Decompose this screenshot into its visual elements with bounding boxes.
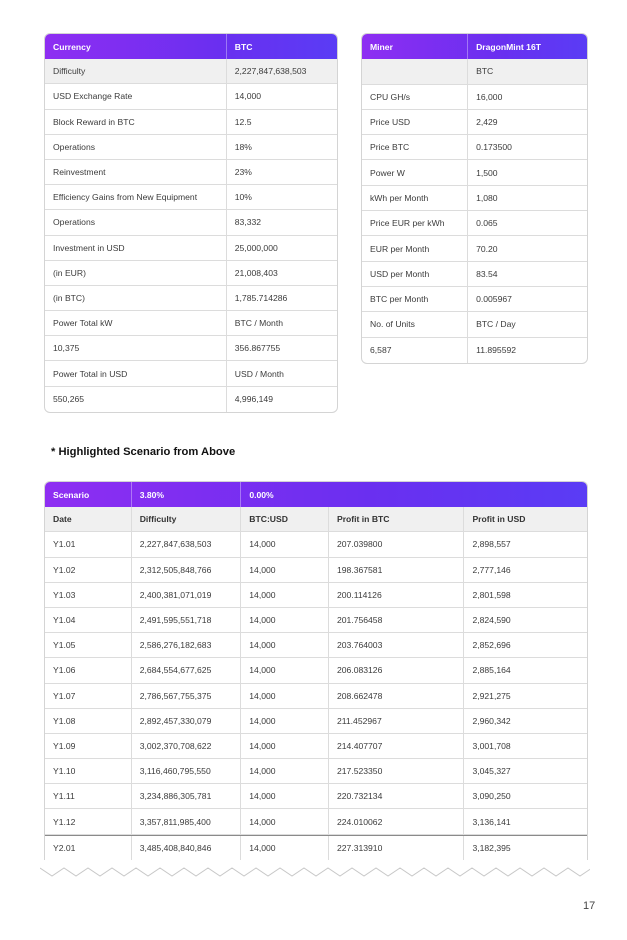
label-cell: Efficiency Gains from New Equipment [45,185,227,209]
data-cell: 2,227,847,638,503 [132,532,242,556]
label-cell: CPU GH/s [362,85,468,109]
scenario-table [44,481,588,860]
data-cell: 3,357,811,985,400 [132,809,242,833]
value-cell: 70.20 [476,243,498,254]
data-cell: 3,045,327 [472,766,511,777]
table-row [45,261,337,286]
table-row [362,312,587,337]
label-cell: Operations [45,210,227,234]
data-cell: 14,000 [241,809,329,833]
table-row [45,311,337,336]
data-cell: 2,892,457,330,079 [132,709,242,733]
label-cell: Reinvestment [45,160,227,184]
table-row [45,658,587,683]
data-cell: 14,000 [241,583,329,607]
data-cell: 3,001,708 [472,740,511,751]
data-cell: Y1.05 [45,633,132,657]
data-cell: 2,684,554,677,625 [132,658,242,682]
table-row [45,608,587,633]
data-cell: 211.452967 [329,709,464,733]
data-cell: 3,136,141 [472,816,511,827]
data-cell: 2,898,557 [472,539,511,550]
value-cell: 2,429 [476,117,498,128]
data-cell: 227.313910 [329,836,464,860]
data-cell: 224.010062 [329,809,464,833]
value-cell: 83,332 [234,217,262,228]
data-cell: 14,000 [241,836,329,860]
data-cell: 2,885,164 [472,665,511,676]
data-cell: 2,960,342 [472,715,511,726]
value-cell: 18% [234,141,252,152]
label-cell: kWh per Month [362,186,468,210]
data-cell: 14,000 [241,608,329,632]
data-cell: 214.407707 [329,734,464,758]
label-cell: Price BTC [362,135,468,159]
table-row [45,835,587,860]
table-row [45,361,337,386]
value-cell: 1,785.714286 [234,292,288,303]
data-cell: 14,000 [241,558,329,582]
table-row [45,759,587,784]
column-header: BTC:USD [241,507,329,531]
label-cell: 6,587 [362,338,468,363]
table-row [45,185,337,210]
value-cell: 1,080 [476,192,498,203]
label-cell: No. of Units [362,312,468,336]
table-row [45,336,337,361]
table-row [362,186,587,211]
data-cell: 198.367581 [329,558,464,582]
label-cell [362,59,468,83]
section-heading: * Highlighted Scenario from Above [51,446,236,458]
label-cell: Price USD [362,110,468,134]
data-cell: Y1.01 [45,532,132,556]
label-cell: Power Total in USD [45,361,227,385]
table-row [362,338,587,363]
table-row [45,633,587,658]
data-cell: Y1.07 [45,684,132,708]
table-row [45,210,337,235]
header-cell: Miner [362,34,468,59]
data-cell: 208.662478 [329,684,464,708]
table-row [45,135,337,160]
data-cell: Y1.11 [45,784,132,808]
data-cell: 220.732134 [329,784,464,808]
label-cell: (in EUR) [45,261,227,285]
column-header: Date [45,507,132,531]
value-cell: 0.065 [476,218,498,229]
data-cell: 217.523350 [329,759,464,783]
value-cell: 23% [234,167,252,178]
data-cell: 3,090,250 [472,791,511,802]
label-cell: Power W [362,160,468,184]
data-cell: 3,182,395 [472,842,511,853]
data-cell: 14,000 [241,532,329,556]
data-cell: 3,002,370,708,622 [132,734,242,758]
page-number: 17 [583,900,596,912]
label-cell: Investment in USD [45,236,227,260]
data-cell: 14,000 [241,734,329,758]
table-row [45,583,587,608]
label-cell: USD per Month [362,262,468,286]
data-cell: Y2.01 [45,836,132,860]
value-cell: BTC [476,66,494,77]
value-cell: 12.5 [234,116,252,127]
value-cell: 0.173500 [476,142,512,153]
value-cell: 10% [234,192,252,203]
data-cell: Y1.08 [45,709,132,733]
table-row [45,59,337,84]
header-cell: BTC [234,41,253,52]
label-cell: USD Exchange Rate [45,84,227,108]
table-row [45,84,337,109]
data-cell: 14,000 [241,784,329,808]
table-row [45,160,337,185]
table-row [45,286,337,311]
data-cell: 14,000 [241,633,329,657]
table-row [362,262,587,287]
table-row [362,287,587,312]
column-header: Difficulty [132,507,242,531]
data-cell: 2,491,595,551,718 [132,608,242,632]
data-cell: Y1.03 [45,583,132,607]
data-cell: 14,000 [241,684,329,708]
currency-table [44,33,338,413]
table-row [45,684,587,709]
column-header-row [45,507,587,532]
data-cell: 3,485,408,840,846 [132,836,242,860]
data-cell: 2,777,146 [472,564,511,575]
table-row [45,709,587,734]
value-cell: BTC / Day [476,319,516,330]
label-cell: Block Reward in BTC [45,110,227,134]
label-cell: BTC per Month [362,287,468,311]
header-cell: DragonMint 16T [476,41,541,52]
data-cell: 14,000 [241,709,329,733]
header-cell: 3.80% [132,482,242,507]
value-cell: 25,000,000 [234,242,278,253]
value-cell: 4,996,149 [234,394,273,405]
data-cell: 201.756458 [329,608,464,632]
header-cell: Scenario [45,482,132,507]
table-row [362,135,587,160]
header-cell: Currency [45,34,227,59]
data-cell: Y1.10 [45,759,132,783]
value-cell: 14,000 [234,91,262,102]
data-cell: Y1.09 [45,734,132,758]
data-cell: 203.764003 [329,633,464,657]
data-cell: 207.039800 [329,532,464,556]
label-cell: 550,265 [45,387,227,412]
table-row [45,734,587,759]
label-cell: EUR per Month [362,236,468,260]
value-cell: 11.895592 [476,345,517,356]
label-cell: Operations [45,135,227,159]
data-cell: 2,921,275 [472,690,511,701]
torn-edge-decoration [40,860,590,880]
data-cell: 2,400,381,071,019 [132,583,242,607]
data-cell: 14,000 [241,658,329,682]
table-row [362,236,587,261]
label-cell: 10,375 [45,336,227,360]
value-cell: 83.54 [476,268,498,279]
label-cell: Difficulty [45,59,227,83]
data-cell: Y1.04 [45,608,132,632]
table-header-row [362,34,587,59]
data-cell: 2,824,590 [472,615,511,626]
data-cell: 2,586,276,182,683 [132,633,242,657]
data-cell: 2,801,598 [472,589,511,600]
table-row [45,110,337,135]
table-row [362,85,587,110]
data-cell: 3,116,460,795,550 [132,759,242,783]
table-row [362,110,587,135]
header-cell: 0.00% [249,489,274,500]
value-cell: USD / Month [234,368,284,379]
table-row [45,558,587,583]
data-cell: 206.083126 [329,658,464,682]
data-cell: 2,312,505,848,766 [132,558,242,582]
value-cell: BTC / Month [234,318,283,329]
data-cell: Y1.06 [45,658,132,682]
value-cell: 1,500 [476,167,498,178]
table-row [45,236,337,261]
data-cell: Y1.12 [45,809,132,833]
value-cell: 356.867755 [234,343,281,354]
table-row [45,809,587,834]
data-cell: 2,852,696 [472,640,511,651]
value-cell: 16,000 [476,91,503,102]
label-cell: Price EUR per kWh [362,211,468,235]
data-cell: 14,000 [241,759,329,783]
table-row [362,59,587,84]
scenario-header-row [45,482,587,507]
data-cell: 200.114126 [329,583,464,607]
label-cell: Power Total kW [45,311,227,335]
data-cell: 2,786,567,755,375 [132,684,242,708]
table-header-row [45,34,337,59]
data-cell: 3,234,886,305,781 [132,784,242,808]
table-row [45,784,587,809]
table-row [45,387,337,412]
table-row [362,211,587,236]
value-cell: 2,227,847,638,503 [234,66,307,77]
data-cell: Y1.02 [45,558,132,582]
label-cell: (in BTC) [45,286,227,310]
column-header: Profit in BTC [329,507,464,531]
table-row [45,532,587,557]
column-header: Profit in USD [472,514,526,525]
miner-table [361,33,588,364]
value-cell: 21,008,403 [234,267,278,278]
table-row [362,160,587,185]
value-cell: 0.005967 [476,294,512,305]
